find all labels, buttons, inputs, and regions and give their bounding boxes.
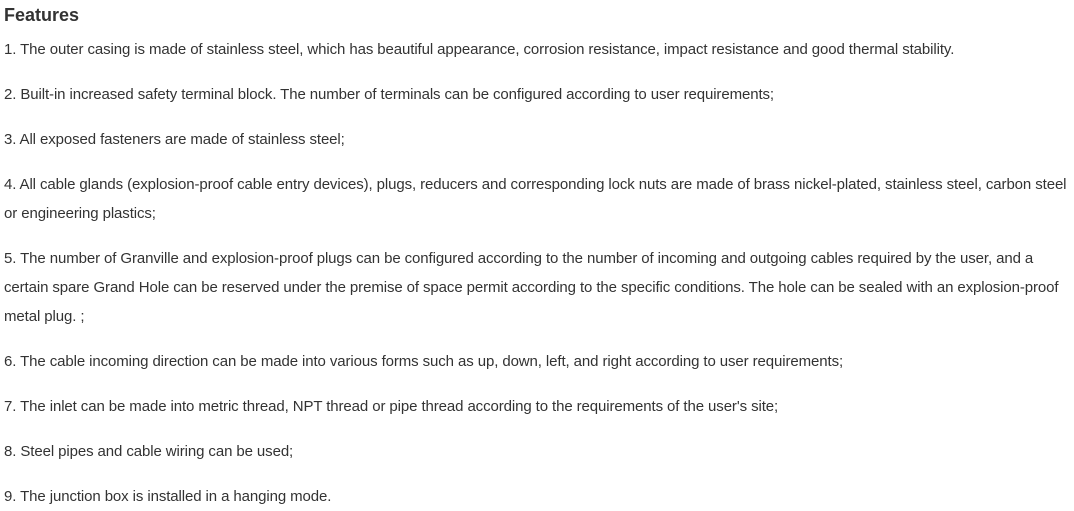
feature-item-8: 8. Steel pipes and cable wiring can be used; <box>4 443 294 460</box>
section-title: Features <box>4 5 80 25</box>
feature-item-7: 7. The inlet can be made into metric thread, NPT thread or pipe thread according to the requirements of the user's site; <box>4 398 779 415</box>
feature-list <box>4 35 1070 511</box>
feature-item-6: 6. The cable incoming direction can be made into various forms such as up, down, left, and right according to user requirements; <box>4 353 844 370</box>
feature-item-5: 5. The number of Granville and explosion-proof plugs can be configured according to the number of incoming and outgoing cables required by the user, and a certain spare Grand Hole can be reserved under the premise of space permit according to the specific conditions. The hole can be sealed with an explosion-proof metal plug. ; <box>4 250 1059 325</box>
feature-item-4: 4. All cable glands (explosion-proof cable entry devices), plugs, reducers and corresponding lock nuts are made of brass nickel-plated, stainless steel, carbon steel or engineering plastics; <box>4 176 1067 222</box>
feature-item-9: 9. The junction box is installed in a hanging mode. <box>4 488 332 505</box>
feature-item-2: 2. Built-in increased safety terminal block. The number of terminals can be configured according to user requirements; <box>4 86 774 103</box>
feature-item-3: 3. All exposed fasteners are made of stainless steel; <box>4 131 345 148</box>
feature-item-1: 1. The outer casing is made of stainless steel, which has beautiful appearance, corrosion resistance, impact resistance and good thermal stability. <box>4 41 955 58</box>
